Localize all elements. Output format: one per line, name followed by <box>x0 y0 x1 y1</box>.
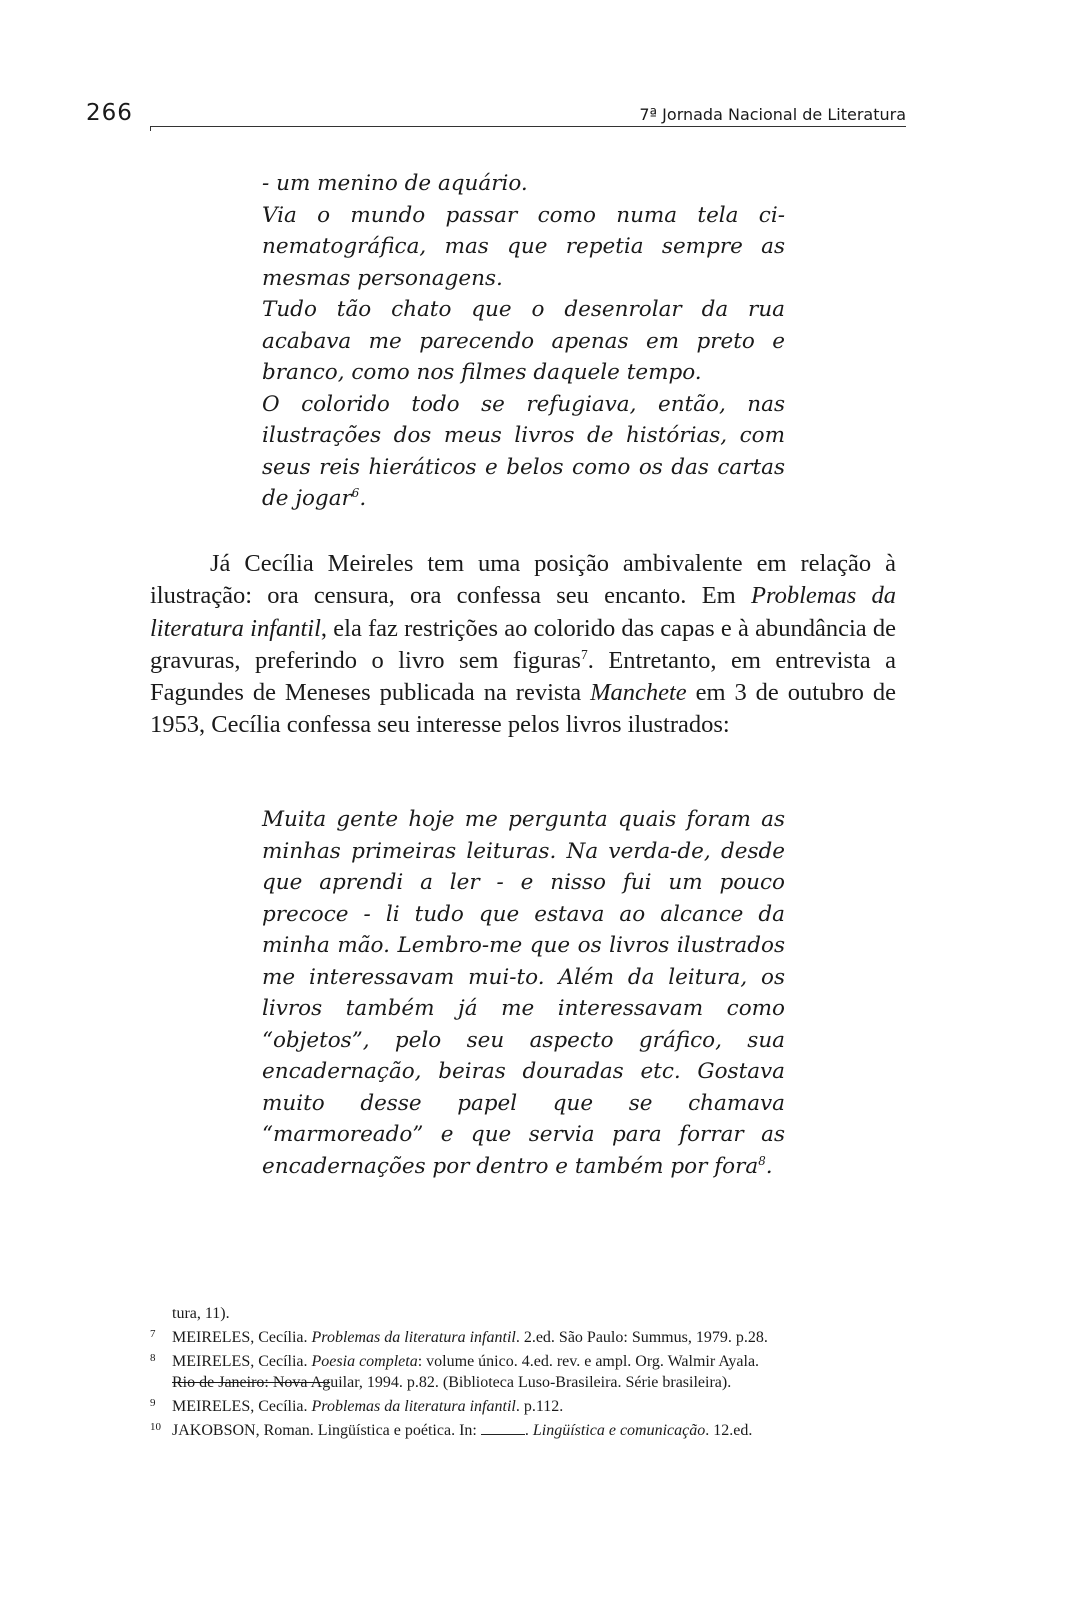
running-title: 7ª Jornada Nacional de Literatura <box>639 105 906 124</box>
quote-text: Muita gente hoje me pergunta quais foram as minhas primeiras leituras. Na verda-de, desde que aprendi a ler - e nisso fui um pouco precoce - li tudo que estava ao alcance da minha mão. Lembro-me que os livros ilustrados me interessavam mui-to. Além da leitura, os livros também já me interessavam como “objetos”, pelo seu aspecto gráfico, sua encadernação, beiras douradas etc. Gostava muito desse papel que se chamava “marmoreado” e que servia para forrar as encadernações por dentro e também por fora$^8$. <box>262 807 785 1179</box>
footnote-ref[interactable]: 6 <box>351 485 360 500</box>
footnote-ref[interactable]: 8 <box>758 1153 766 1168</box>
quote-line: Tudo tão chato que o desenrolar da rua acabava me parecendo apenas em preto e branco, como nos filmes daquele tempo. <box>262 297 785 385</box>
blank-line <box>481 1422 525 1435</box>
footnote-ref[interactable]: 7 <box>580 646 588 662</box>
footnote-7: 7 MEIRELES, Cecília. Problemas da literatura infantil. 2.ed. São Paulo: Summus, 1979. p.28. <box>150 1328 768 1346</box>
quote-line: Via o mundo passar como numa tela ci-nematográfica, mas que repetia sempre as mesmas personagens. <box>262 202 785 291</box>
page-header <box>86 100 906 130</box>
footnotes <box>150 1303 896 1444</box>
footnote-continuation: tura, 11). <box>172 1305 230 1322</box>
footnote-8: 8 MEIRELES, Cecília. Poesia completa: volume único. 4.ed. rev. e ampl. Org. Walmir Ayala. Rio de Janeiro: Nova Aguilar, 1994. p.82. (Biblioteca Luso-Brasileira. Série brasileira). <box>150 1352 760 1391</box>
page-number: 266 <box>86 100 133 126</box>
quote-line: - um menino de aquário. <box>262 171 528 196</box>
struck-text: Rio de Janeiro: Nova Ag <box>172 1374 331 1391</box>
magazine-title: Manchete <box>590 679 687 707</box>
book-title: Problemas da literatura infantil <box>150 582 896 642</box>
block-quote-1 <box>262 168 785 515</box>
footnote-10: 10 JAKOBSON, Roman. Lingüística e poética. In: . Lingüística e comunicação. 12.ed. <box>150 1421 753 1439</box>
header-rule <box>150 126 906 131</box>
footnote-9: 9 MEIRELES, Cecília. Problemas da literatura infantil. p.112. <box>150 1397 564 1415</box>
body-paragraph: Já Cecília Meireles tem uma posição ambivalente em relação à ilustração: ora censura, ora confessa seu encanto. Em Problemas da literatura infantil, ela faz restrições ao colorido das capas e à abundância de gravuras, preferindo o livro sem figuras$^7$. Entretanto, em entrevista a Fagundes de Meneses publicada na revista Manchete em 3 de outubro de 1953, Cecília confessa seu interesse pelos livros ilustrados: <box>150 550 896 739</box>
quote-line: O colorido todo se refugiava, então, nas ilustrações dos meus livros de histórias, com seus reis hieráticos e belos como os das cartas de jogar$^6$. <box>262 391 785 511</box>
block-quote-2 <box>262 804 785 1182</box>
